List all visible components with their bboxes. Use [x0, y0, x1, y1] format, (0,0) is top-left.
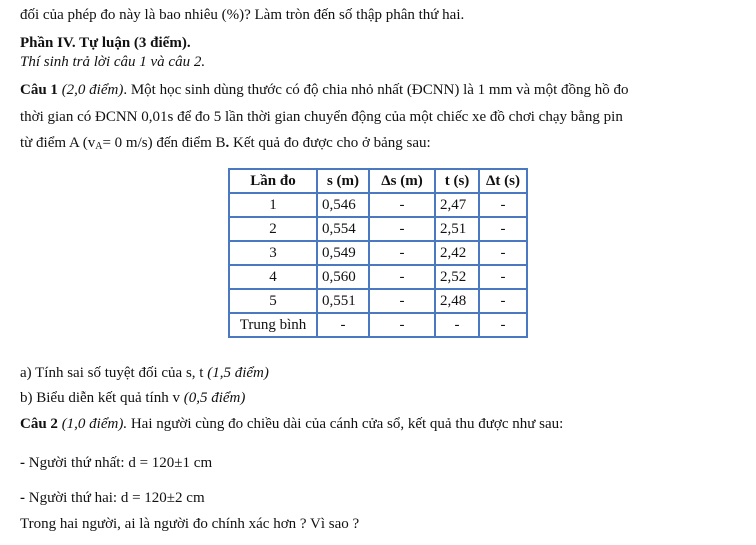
table-row: [229, 265, 527, 289]
section-title: Phần IV. Tự luận (3 điểm).: [20, 35, 191, 51]
table-cell: -: [369, 313, 435, 337]
question-1-text-c2: = 0 m/s) đến điểm B: [102, 135, 226, 151]
question-1-points: (2,0 điểm): [61, 82, 124, 98]
table-cell: 0,560: [317, 265, 369, 289]
table-cell: -: [369, 241, 435, 265]
person-2-text: Người thứ hai: d = 120±2 cm: [25, 490, 205, 506]
question-1-line-2: thời gian có ĐCNN 0,01s để đo 5 lần thời gian chuyển động của một chiếc xe đồ chơi chạy bằng pin: [20, 109, 623, 125]
table-cell: 3: [229, 241, 317, 265]
question-1-text-c1: từ điểm A (v: [20, 135, 96, 151]
table-cell: 1: [229, 193, 317, 217]
person-2-dash: -: [20, 490, 25, 506]
question-1-line-1: [20, 81, 629, 99]
table-cell: 4: [229, 265, 317, 289]
person-1-result: [20, 454, 212, 472]
question-1-line-3: [20, 134, 431, 156]
table-row: [229, 241, 527, 265]
table-cell: 2: [229, 217, 317, 241]
question-1-text-c3: Kết quả đo được cho ở bảng sau:: [229, 135, 431, 151]
table-cell: 0,554: [317, 217, 369, 241]
table-cell: 2,48: [435, 289, 479, 313]
question-1-label: Câu 1: [20, 82, 58, 98]
table-cell: Trung bình: [229, 313, 317, 337]
question-2-label: Câu 2: [20, 416, 58, 432]
person-1-dash: -: [20, 455, 25, 471]
table-cell: 0,551: [317, 289, 369, 313]
table-cell: 2,42: [435, 241, 479, 265]
header-delta-t: Δt (s): [479, 169, 527, 193]
section-note: Thí sinh trả lời câu 1 và câu 2.: [20, 54, 206, 70]
part-a-text: a) Tính sai số tuyệt đối của s, t: [20, 365, 208, 381]
table-cell: -: [479, 217, 527, 241]
question-2-text: Hai người cùng đo chiều dài của cánh cửa sổ, kết quả thu được như sau:: [127, 416, 564, 432]
table-cell: -: [479, 193, 527, 217]
question-1-text-a: . Một học sinh dùng thước có độ chia nhỏ nhất (ĐCNN) là 1 mm và một đồng hồ đo: [123, 82, 629, 98]
table-cell: 2,47: [435, 193, 479, 217]
part-b-points: (0,5 điểm): [183, 390, 246, 406]
table-header-row: [229, 169, 527, 193]
table-cell: 2,51: [435, 217, 479, 241]
table-cell: -: [369, 217, 435, 241]
header-t: t (s): [435, 169, 479, 193]
final-question: Trong hai người, ai là người đo chính xác hơn ? Vì sao ?: [20, 516, 360, 532]
table-cell: -: [479, 241, 527, 265]
person-1-text: Người thứ nhất: d = 120±1 cm: [25, 455, 213, 471]
part-a-points: (1,5 điểm): [207, 365, 269, 381]
header-lan-do: Lần đo: [229, 169, 317, 193]
part-a: [20, 364, 269, 382]
header-s: s (m): [317, 169, 369, 193]
part-b-text: b) Biểu diễn kết quả tính v: [20, 390, 184, 406]
table-cell: -: [317, 313, 369, 337]
table-cell: 2,52: [435, 265, 479, 289]
measurement-table: [228, 168, 528, 338]
table-cell: -: [479, 289, 527, 313]
table-cell: -: [435, 313, 479, 337]
table-cell: -: [369, 193, 435, 217]
question-2-points: (1,0 điểm).: [61, 416, 128, 432]
table-row: [229, 217, 527, 241]
table-cell: 0,546: [317, 193, 369, 217]
person-2-result: [20, 489, 205, 507]
table-cell: 5: [229, 289, 317, 313]
header-delta-s: Δs (m): [369, 169, 435, 193]
text-line-top: đối của phép đo này là bao nhiêu (%)? Làm tròn đến số thập phân thứ hai.: [20, 7, 465, 23]
table-cell: -: [479, 265, 527, 289]
question-2: [20, 415, 563, 433]
table-cell: 0,549: [317, 241, 369, 265]
velocity-subscript: A: [95, 141, 103, 152]
question-1-bold-dot: .: [225, 135, 230, 151]
table-cell: -: [369, 289, 435, 313]
table-row: [229, 193, 527, 217]
table-row: [229, 289, 527, 313]
table-cell: -: [479, 313, 527, 337]
table-cell: -: [369, 265, 435, 289]
table-row-average: [229, 313, 527, 337]
part-b: [20, 389, 245, 407]
